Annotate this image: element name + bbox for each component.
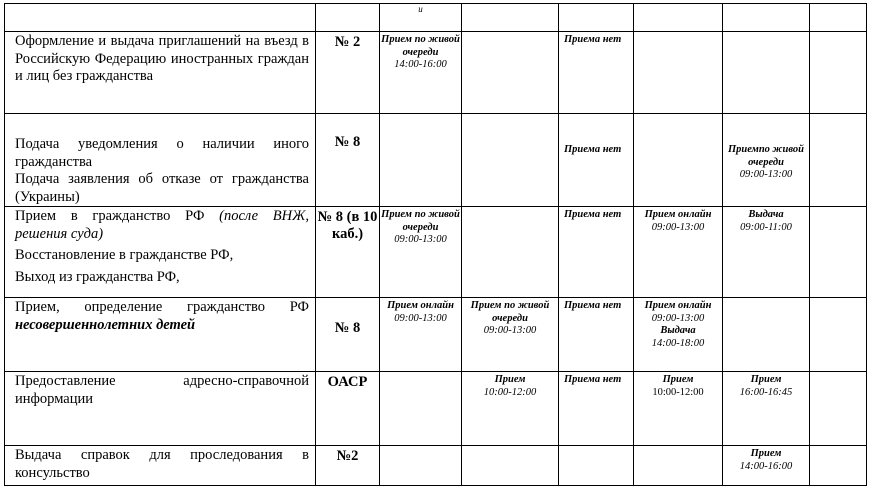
schedule-status: Прием <box>662 374 694 385</box>
schedule-time: 09:00-13:00 <box>739 169 793 180</box>
schedule-time: 09:00-13:00 <box>394 234 447 245</box>
schedule-time: 09:00-13:00 <box>651 312 705 324</box>
service-emphasis: несовершеннолетних детей <box>15 316 196 333</box>
service-note: (после ВНЖ, решения суда) <box>15 208 309 242</box>
schedule-cell <box>634 207 723 298</box>
schedule-time: 10:00-12:00 <box>483 386 537 398</box>
schedule-time: 14:00-18:00 <box>651 337 705 349</box>
schedule-status: Приема нет <box>564 300 622 311</box>
schedule-status: Приема нет <box>564 34 622 45</box>
schedule-cell <box>723 446 810 486</box>
cabinet-cell: № 2 <box>316 32 380 114</box>
cell-text: и <box>418 4 423 14</box>
schedule-cell <box>559 372 634 446</box>
schedule-cell <box>380 32 462 114</box>
table-row <box>5 207 867 298</box>
schedule-status: Приемпо живой очереди <box>727 144 805 168</box>
service-text: Восстановление в гражданстве РФ, <box>15 247 234 263</box>
service-cell <box>5 32 316 114</box>
table-row <box>5 4 867 32</box>
cabinet-cell: № 8 <box>316 298 380 372</box>
schedule-cell <box>380 298 462 372</box>
schedule-status: Приема нет <box>564 209 622 220</box>
service-text: Выдача справок для проследования в консульство <box>15 447 309 481</box>
schedule-status: Прием по живой очереди <box>470 300 550 324</box>
schedule-status: Прием онлайн <box>387 300 454 311</box>
service-text: Прием в гражданство РФ <box>15 208 220 224</box>
schedule-time: 09:00-13:00 <box>483 325 537 336</box>
service-text: Оформление и выдача приглашений на въезд в Российскую Федерацию иностранных граждан и лиц без гражданства <box>15 33 309 84</box>
service-text: Подача уведомления о наличии иного гражданства <box>15 136 309 170</box>
schedule-cell <box>559 32 634 114</box>
schedule-time: 09:00-11:00 <box>740 221 792 233</box>
schedule-cell <box>380 207 462 298</box>
table-row <box>5 372 867 446</box>
table-row <box>5 114 867 207</box>
schedule-status: Прием <box>494 374 526 385</box>
schedule-cell <box>559 114 634 207</box>
schedule-status: Выдача <box>748 209 784 220</box>
schedule-time: 14:00-16:00 <box>739 460 793 472</box>
cabinet-cell: № 8 (в 10 каб.) <box>316 207 380 298</box>
service-text: Подача заявления об отказе от гражданства (Украины) <box>15 171 309 205</box>
schedule-time: 09:00-13:00 <box>651 221 705 233</box>
schedule-status: Прием <box>750 374 782 385</box>
schedule-status: Приема нет <box>564 144 622 155</box>
schedule-status: Прием онлайн <box>644 300 712 311</box>
schedule-cell <box>559 298 634 372</box>
schedule-cell <box>723 207 810 298</box>
schedule-cell <box>634 372 723 446</box>
service-cell <box>5 114 316 207</box>
schedule-cell <box>462 298 559 372</box>
schedule-status: Выдача <box>660 325 696 336</box>
schedule-time: 14:00-16:00 <box>394 59 447 70</box>
cabinet-cell: ОАСР <box>316 372 380 446</box>
table-row <box>5 32 867 114</box>
service-text: Предоставление адресно-справочной информации <box>15 373 309 407</box>
service-cell <box>5 446 316 486</box>
service-text: Прием, определение гражданство РФ <box>15 299 309 315</box>
schedule-table <box>4 3 867 486</box>
table-row <box>5 446 867 486</box>
service-text: Выход из гражданства РФ, <box>15 268 180 285</box>
service-cell <box>5 372 316 446</box>
schedule-time: 10:00-12:00 <box>652 386 704 398</box>
schedule-status: Прием по живой очереди <box>381 209 460 233</box>
schedule-cell <box>723 114 810 207</box>
continuation-cell <box>380 4 462 32</box>
service-cell <box>5 298 316 372</box>
cabinet-cell: № 8 <box>316 114 380 207</box>
schedule-cell <box>723 372 810 446</box>
schedule-time: 09:00-13:00 <box>394 312 447 324</box>
schedule-status: Прием по живой очереди <box>381 34 460 58</box>
schedule-time: 16:00-16:45 <box>739 386 793 398</box>
schedule-cell <box>634 298 723 372</box>
schedule-cell <box>559 207 634 298</box>
table-row <box>5 298 867 372</box>
schedule-status: Прием онлайн <box>644 209 712 220</box>
schedule-status: Приема нет <box>564 374 622 385</box>
cabinet-cell: №2 <box>316 446 380 486</box>
service-cell <box>5 207 316 298</box>
schedule-status: Прием <box>750 448 782 459</box>
schedule-cell <box>462 372 559 446</box>
